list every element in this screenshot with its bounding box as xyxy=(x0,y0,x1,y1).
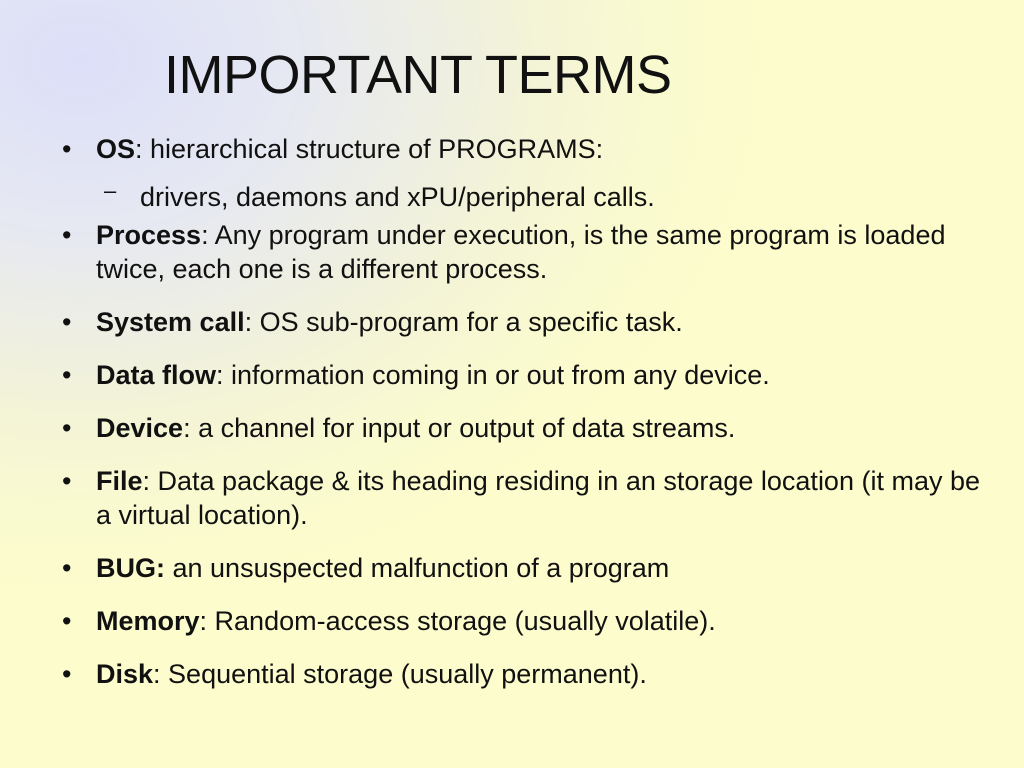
term-definition: : Sequential storage (usually permanent). xyxy=(153,659,647,689)
term-definition: : hierarchical structure of PROGRAMS: xyxy=(135,134,604,164)
bullet-icon: • xyxy=(62,553,72,583)
term-definition: : a channel for input or output of data streams. xyxy=(183,413,736,443)
term-process xyxy=(60,218,980,286)
term-file xyxy=(60,464,980,532)
term-definition: : information coming in or out from any device. xyxy=(216,360,770,390)
term-device xyxy=(60,411,980,445)
term-definition: an unsuspected malfunction of a program xyxy=(165,553,670,583)
term-bug xyxy=(60,551,980,585)
term-system-call xyxy=(60,305,980,339)
term-memory xyxy=(60,604,980,638)
sub-item xyxy=(96,180,980,214)
bullet-icon: • xyxy=(62,134,72,164)
term-os xyxy=(60,132,980,214)
term-name: Device xyxy=(96,413,184,443)
bullet-icon: • xyxy=(62,466,72,496)
term-disk xyxy=(60,657,980,691)
term-name: Disk xyxy=(96,659,154,689)
bullet-icon: • xyxy=(62,220,72,250)
term-definition: : Any program under execution, is the same program is loaded twice, each one is a different process. xyxy=(96,220,946,284)
term-name: Process xyxy=(96,220,202,250)
sub-list xyxy=(96,180,980,214)
bullet-icon: • xyxy=(62,659,72,689)
bullet-icon: • xyxy=(62,413,72,443)
term-name: Memory xyxy=(96,606,200,636)
term-name: BUG: xyxy=(96,553,165,583)
terms-list xyxy=(60,132,980,710)
term-definition: : Data package & its heading residing in an storage location (it may be a virtual location). xyxy=(96,466,981,530)
term-definition: : OS sub-program for a specific task. xyxy=(244,307,683,337)
sub-item-text: drivers, daemons and xPU/peripheral calls. xyxy=(140,182,655,212)
bullet-icon: • xyxy=(62,360,72,390)
bullet-icon: • xyxy=(62,307,72,337)
slide-title: IMPORTANT TERMS xyxy=(164,45,672,105)
term-data-flow xyxy=(60,358,980,392)
dash-icon: – xyxy=(104,178,117,203)
term-definition: : Random-access storage (usually volatile). xyxy=(199,606,716,636)
term-name: OS xyxy=(96,134,136,164)
bullet-icon: • xyxy=(62,606,72,636)
term-name: Data flow xyxy=(96,360,217,390)
term-name: System call xyxy=(96,307,245,337)
term-name: File xyxy=(96,466,143,496)
